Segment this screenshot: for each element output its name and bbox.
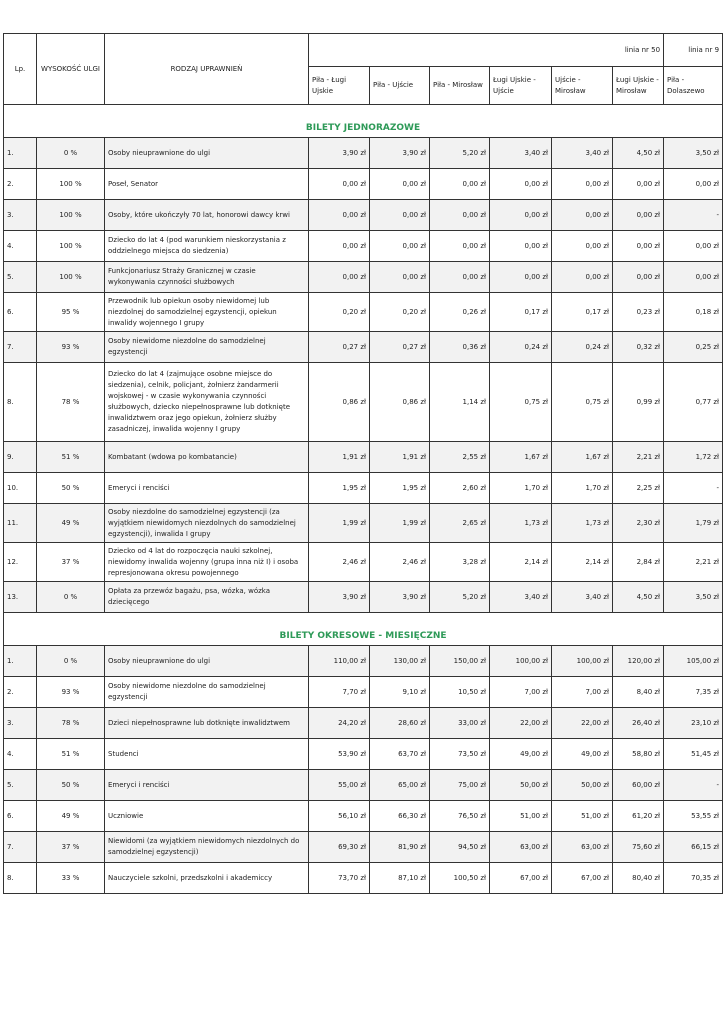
- row-number: 6.: [4, 293, 37, 332]
- fare-price: 7,00 zł: [552, 677, 613, 708]
- row-number: 8.: [4, 363, 37, 442]
- fare-price: 0,00 zł: [309, 231, 370, 262]
- row-number: 4.: [4, 231, 37, 262]
- row-number: 7.: [4, 332, 37, 363]
- fare-price: 0,00 zł: [490, 262, 552, 293]
- fare-price: 3,40 zł: [552, 582, 613, 613]
- fare-price: 63,00 zł: [552, 832, 613, 863]
- row-number: 5.: [4, 262, 37, 293]
- fare-price: -: [664, 770, 723, 801]
- header-route: Piła - Mirosław: [430, 67, 490, 105]
- row-number: 10.: [4, 473, 37, 504]
- fare-price: 0,00 zł: [664, 262, 723, 293]
- fare-price: 4,50 zł: [613, 138, 664, 169]
- fare-price: 0,86 zł: [370, 363, 430, 442]
- fare-price: 1,73 zł: [552, 504, 613, 543]
- entitlement-description: Kombatant (wdowa po kombatancie): [105, 442, 309, 473]
- table-row: [4, 863, 723, 894]
- fare-price: 63,00 zł: [490, 832, 552, 863]
- fare-price: 0,00 zł: [430, 200, 490, 231]
- row-number: 3.: [4, 200, 37, 231]
- row-number: 2.: [4, 677, 37, 708]
- fare-price: 23,10 zł: [664, 708, 723, 739]
- table-row: [4, 332, 723, 363]
- fare-price: 49,00 zł: [490, 739, 552, 770]
- entitlement-description: Funkcjonariusz Straży Granicznej w czasie wykonywania czynności służbowych: [105, 262, 309, 293]
- discount-percent: 49 %: [37, 801, 105, 832]
- fare-price: 1,67 zł: [490, 442, 552, 473]
- entitlement-description: Osoby niezdolne do samodzielnej egzystencji (za wyjątkiem niewidomych niezdolnych do samodzielnej egzystencji), inwalida I grupy: [105, 504, 309, 543]
- fare-price: 60,00 zł: [613, 770, 664, 801]
- fare-price: 0,32 zł: [613, 332, 664, 363]
- entitlement-description: Dziecko do lat 4 (pod warunkiem nieskorzystania z oddzielnego miejsca do siedzenia): [105, 231, 309, 262]
- fare-price: 80,40 zł: [613, 863, 664, 894]
- entitlement-description: Osoby, które ukończyły 70 lat, honorowi dawcy krwi: [105, 200, 309, 231]
- fare-price: 0,24 zł: [490, 332, 552, 363]
- table-row: [4, 138, 723, 169]
- fare-price: 0,00 zł: [490, 169, 552, 200]
- fare-price: 2,65 zł: [430, 504, 490, 543]
- header-line-9: linia nr 9: [664, 34, 723, 67]
- discount-percent: 33 %: [37, 863, 105, 894]
- fare-price: 0,00 zł: [613, 262, 664, 293]
- entitlement-description: Emeryci i renciści: [105, 473, 309, 504]
- row-number: 6.: [4, 801, 37, 832]
- fare-price: 0,27 zł: [370, 332, 430, 363]
- fare-price: 50,00 zł: [490, 770, 552, 801]
- header-route: Ługi Ujskie - Mirosław: [613, 67, 664, 105]
- fare-price: 0,25 zł: [664, 332, 723, 363]
- row-number: 4.: [4, 739, 37, 770]
- fare-price: 0,86 zł: [309, 363, 370, 442]
- discount-percent: 78 %: [37, 708, 105, 739]
- fare-price: 130,00 zł: [370, 646, 430, 677]
- fare-price: 105,00 zł: [664, 646, 723, 677]
- fare-price: 2,14 zł: [490, 543, 552, 582]
- entitlement-description: Studenci: [105, 739, 309, 770]
- fare-price: 1,14 zł: [430, 363, 490, 442]
- fare-price: 1,79 zł: [664, 504, 723, 543]
- fare-price: 7,35 zł: [664, 677, 723, 708]
- entitlement-description: Osoby nieuprawnione do ulgi: [105, 646, 309, 677]
- fare-price: 75,00 zł: [430, 770, 490, 801]
- fare-price: 24,20 zł: [309, 708, 370, 739]
- fare-price: 10,50 zł: [430, 677, 490, 708]
- fare-price: 22,00 zł: [552, 708, 613, 739]
- fare-price: 3,90 zł: [309, 582, 370, 613]
- fare-price: 9,10 zł: [370, 677, 430, 708]
- entitlement-description: Osoby nieuprawnione do ulgi: [105, 138, 309, 169]
- row-number: 7.: [4, 832, 37, 863]
- entitlement-description: Uczniowie: [105, 801, 309, 832]
- row-number: 9.: [4, 442, 37, 473]
- fare-price: 0,00 zł: [613, 200, 664, 231]
- fare-table: [3, 33, 723, 894]
- fare-price: 94,50 zł: [430, 832, 490, 863]
- fare-price: 0,20 zł: [309, 293, 370, 332]
- table-row: [4, 832, 723, 863]
- fare-price: 1,95 zł: [309, 473, 370, 504]
- fare-price: 0,00 zł: [370, 262, 430, 293]
- discount-percent: 50 %: [37, 770, 105, 801]
- fare-price: 0,00 zł: [552, 200, 613, 231]
- header-lp: Lp.: [4, 34, 37, 105]
- fare-price: 2,46 zł: [309, 543, 370, 582]
- table-row: [4, 677, 723, 708]
- fare-price: 1,99 zł: [309, 504, 370, 543]
- table-row: [4, 169, 723, 200]
- fare-price: 1,73 zł: [490, 504, 552, 543]
- row-number: 12.: [4, 543, 37, 582]
- table-row: [4, 770, 723, 801]
- fare-price: 0,36 zł: [430, 332, 490, 363]
- fare-price: 0,23 zł: [613, 293, 664, 332]
- fare-price: 0,00 zł: [430, 231, 490, 262]
- fare-price: 55,00 zł: [309, 770, 370, 801]
- fare-price: 0,75 zł: [490, 363, 552, 442]
- discount-percent: 100 %: [37, 169, 105, 200]
- fare-price: 56,10 zł: [309, 801, 370, 832]
- fare-price: 0,00 zł: [309, 169, 370, 200]
- fare-price: 58,80 zł: [613, 739, 664, 770]
- fare-price: 3,28 zł: [430, 543, 490, 582]
- fare-price: -: [664, 473, 723, 504]
- fare-price: 0,00 zł: [370, 200, 430, 231]
- fare-price: 0,00 zł: [552, 169, 613, 200]
- fare-price: 66,15 zł: [664, 832, 723, 863]
- discount-percent: 93 %: [37, 677, 105, 708]
- discount-percent: 51 %: [37, 739, 105, 770]
- fare-price: 4,50 zł: [613, 582, 664, 613]
- fare-price: 2,55 zł: [430, 442, 490, 473]
- row-number: 13.: [4, 582, 37, 613]
- fare-price: 0,17 zł: [490, 293, 552, 332]
- fare-price: 73,70 zł: [309, 863, 370, 894]
- discount-percent: 37 %: [37, 832, 105, 863]
- fare-price: 3,40 zł: [552, 138, 613, 169]
- fare-price: 0,17 zł: [552, 293, 613, 332]
- header-discount: WYSOKOŚĆ ULGI: [37, 34, 105, 105]
- fare-price: 3,90 zł: [309, 138, 370, 169]
- header-entitlement: RODZAJ UPRAWNIEŃ: [105, 34, 309, 105]
- fare-price: 110,00 zł: [309, 646, 370, 677]
- table-row: [4, 646, 723, 677]
- fare-price: 0,00 zł: [430, 169, 490, 200]
- row-number: 3.: [4, 708, 37, 739]
- discount-percent: 50 %: [37, 473, 105, 504]
- fare-price: 0,18 zł: [664, 293, 723, 332]
- fare-price: 81,90 zł: [370, 832, 430, 863]
- fare-price: 7,70 zł: [309, 677, 370, 708]
- fare-price: 0,00 zł: [370, 231, 430, 262]
- fare-price: 51,00 zł: [490, 801, 552, 832]
- fare-price: 33,00 zł: [430, 708, 490, 739]
- fare-price: 1,99 zł: [370, 504, 430, 543]
- discount-percent: 51 %: [37, 442, 105, 473]
- entitlement-description: Nauczyciele szkolni, przedszkolni i akademiccy: [105, 863, 309, 894]
- row-number: 11.: [4, 504, 37, 543]
- discount-percent: 100 %: [37, 200, 105, 231]
- fare-price: 50,00 zł: [552, 770, 613, 801]
- fare-price: 76,50 zł: [430, 801, 490, 832]
- fare-price: 0,99 zł: [613, 363, 664, 442]
- table-row: [4, 293, 723, 332]
- discount-percent: 37 %: [37, 543, 105, 582]
- discount-percent: 95 %: [37, 293, 105, 332]
- fare-price: 0,77 zł: [664, 363, 723, 442]
- entitlement-description: Emeryci i renciści: [105, 770, 309, 801]
- row-number: 2.: [4, 169, 37, 200]
- fare-price: 2,46 zł: [370, 543, 430, 582]
- fare-price: 2,14 zł: [552, 543, 613, 582]
- fare-price: 5,20 zł: [430, 582, 490, 613]
- fare-price: 2,60 zł: [430, 473, 490, 504]
- discount-percent: 0 %: [37, 138, 105, 169]
- fare-price: 0,00 zł: [309, 262, 370, 293]
- fare-price: 100,00 zł: [552, 646, 613, 677]
- fare-price: 53,90 zł: [309, 739, 370, 770]
- fare-price: 22,00 zł: [490, 708, 552, 739]
- fare-price: 1,72 zł: [664, 442, 723, 473]
- fare-price: 3,40 zł: [490, 138, 552, 169]
- fare-price: 1,67 zł: [552, 442, 613, 473]
- header-route: Ujście - Mirosław: [552, 67, 613, 105]
- fare-price: 70,35 zł: [664, 863, 723, 894]
- fare-price: 65,00 zł: [370, 770, 430, 801]
- entitlement-description: Osoby niewidome niezdolne do samodzielnej egzystencji: [105, 332, 309, 363]
- single-ticket-section: [4, 105, 723, 613]
- table-row: [4, 739, 723, 770]
- fare-price: 66,30 zł: [370, 801, 430, 832]
- header-line-50: linia nr 50: [309, 34, 664, 67]
- fare-price: 1,70 zł: [490, 473, 552, 504]
- table-row: [4, 504, 723, 543]
- discount-percent: 0 %: [37, 646, 105, 677]
- fare-price: 3,40 zł: [490, 582, 552, 613]
- discount-percent: 49 %: [37, 504, 105, 543]
- row-number: 8.: [4, 863, 37, 894]
- fare-price: 67,00 zł: [490, 863, 552, 894]
- fare-price: 0,20 zł: [370, 293, 430, 332]
- table-row: [4, 543, 723, 582]
- fare-price: 1,95 zł: [370, 473, 430, 504]
- entitlement-description: Przewodnik lub opiekun osoby niewidomej lub niezdolnej do samodzielnej egzystencji, opiekun inwalidy wojennego I grupy: [105, 293, 309, 332]
- entitlement-description: Poseł, Senator: [105, 169, 309, 200]
- discount-percent: 100 %: [37, 262, 105, 293]
- fare-price: 0,00 zł: [552, 262, 613, 293]
- fare-price: 61,20 zł: [613, 801, 664, 832]
- entitlement-description: Osoby niewidome niezdolne do samodzielnej egzystencji: [105, 677, 309, 708]
- fare-price: 49,00 zł: [552, 739, 613, 770]
- fare-price: 0,75 zł: [552, 363, 613, 442]
- discount-percent: 100 %: [37, 231, 105, 262]
- fare-price: 7,00 zł: [490, 677, 552, 708]
- fare-price: 2,21 zł: [613, 442, 664, 473]
- fare-price: 2,84 zł: [613, 543, 664, 582]
- fare-price: 0,00 zł: [490, 231, 552, 262]
- header-route: Piła - Ujście: [370, 67, 430, 105]
- row-number: 1.: [4, 646, 37, 677]
- fare-price: 53,55 zł: [664, 801, 723, 832]
- fare-price: 26,40 zł: [613, 708, 664, 739]
- fare-price: 120,00 zł: [613, 646, 664, 677]
- fare-price: 3,90 zł: [370, 138, 430, 169]
- fare-price: 1,91 zł: [309, 442, 370, 473]
- table-row: [4, 708, 723, 739]
- fare-price: 51,00 zł: [552, 801, 613, 832]
- entitlement-description: Dzieci niepełnosprawne lub dotknięte inwalidztwem: [105, 708, 309, 739]
- entitlement-description: Niewidomi (za wyjątkiem niewidomych niezdolnych do samodzielnej egzystencji): [105, 832, 309, 863]
- fare-price: 1,91 zł: [370, 442, 430, 473]
- fare-price: 73,50 zł: [430, 739, 490, 770]
- table-row: [4, 200, 723, 231]
- header-route: Ługi Ujskie - Ujście: [490, 67, 552, 105]
- fare-price: 0,24 zł: [552, 332, 613, 363]
- discount-percent: 0 %: [37, 582, 105, 613]
- entitlement-description: Dziecko do lat 4 (zajmujące osobne miejsce do siedzenia), celnik, policjant, żołnierz żandarmerii wojskowej - w czasie wykonywania czynności służbowych, dziecko niepełnosprawne lub dotknięte inwalidztwem oraz jego opiekun, żołnierz służby zasadniczej, inwalida wojenny I grupy: [105, 363, 309, 442]
- fare-price: 0,00 zł: [552, 231, 613, 262]
- fare-price: 2,21 zł: [664, 543, 723, 582]
- fare-price: 67,00 zł: [552, 863, 613, 894]
- fare-price: 0,00 zł: [490, 200, 552, 231]
- fare-price: 0,00 zł: [309, 200, 370, 231]
- fare-price: 2,30 zł: [613, 504, 664, 543]
- discount-percent: 78 %: [37, 363, 105, 442]
- fare-price: 0,27 zł: [309, 332, 370, 363]
- table-row: [4, 363, 723, 442]
- entitlement-description: Opłata za przewóz bagażu, psa, wózka, wózka dziecięcego: [105, 582, 309, 613]
- table-row: [4, 582, 723, 613]
- row-number: 1.: [4, 138, 37, 169]
- fare-price: -: [664, 200, 723, 231]
- fare-price: 5,20 zł: [430, 138, 490, 169]
- fare-price: 28,60 zł: [370, 708, 430, 739]
- discount-percent: 93 %: [37, 332, 105, 363]
- row-number: 5.: [4, 770, 37, 801]
- fare-price: 8,40 zł: [613, 677, 664, 708]
- fare-price: 0,00 zł: [613, 169, 664, 200]
- fare-price: 100,50 zł: [430, 863, 490, 894]
- fare-price: 51,45 zł: [664, 739, 723, 770]
- fare-price: 75,60 zł: [613, 832, 664, 863]
- fare-price: 0,00 zł: [664, 169, 723, 200]
- table-row: [4, 262, 723, 293]
- fare-price: 0,00 zł: [430, 262, 490, 293]
- fare-price: 3,50 zł: [664, 582, 723, 613]
- fare-price: 0,00 zł: [664, 231, 723, 262]
- fare-price: 100,00 zł: [490, 646, 552, 677]
- section-title-single: BILETY JEDNORAZOWE: [4, 105, 723, 138]
- table-row: [4, 231, 723, 262]
- fare-price: 69,30 zł: [309, 832, 370, 863]
- fare-price: 3,50 zł: [664, 138, 723, 169]
- fare-price: 3,90 zł: [370, 582, 430, 613]
- header-route: Piła - Dolaszewo: [664, 67, 723, 105]
- fare-price: 0,00 zł: [370, 169, 430, 200]
- fare-price: 63,70 zł: [370, 739, 430, 770]
- fare-price: 150,00 zł: [430, 646, 490, 677]
- table-row: [4, 801, 723, 832]
- fare-price: 1,70 zł: [552, 473, 613, 504]
- table-row: [4, 442, 723, 473]
- fare-price: 2,25 zł: [613, 473, 664, 504]
- section-title-monthly: BILETY OKRESOWE - MIESIĘCZNE: [4, 613, 723, 646]
- entitlement-description: Dziecko od 4 lat do rozpoczęcia nauki szkolnej, niewidomy inwalida wojenny (grupa inna niż I) i osoba represjonowana okresu powojennego: [105, 543, 309, 582]
- fare-price: 0,26 zł: [430, 293, 490, 332]
- monthly-ticket-section: [4, 613, 723, 894]
- table-row: [4, 473, 723, 504]
- header-route: Piła - Ługi Ujskie: [309, 67, 370, 105]
- fare-price: 0,00 zł: [613, 231, 664, 262]
- fare-price: 87,10 zł: [370, 863, 430, 894]
